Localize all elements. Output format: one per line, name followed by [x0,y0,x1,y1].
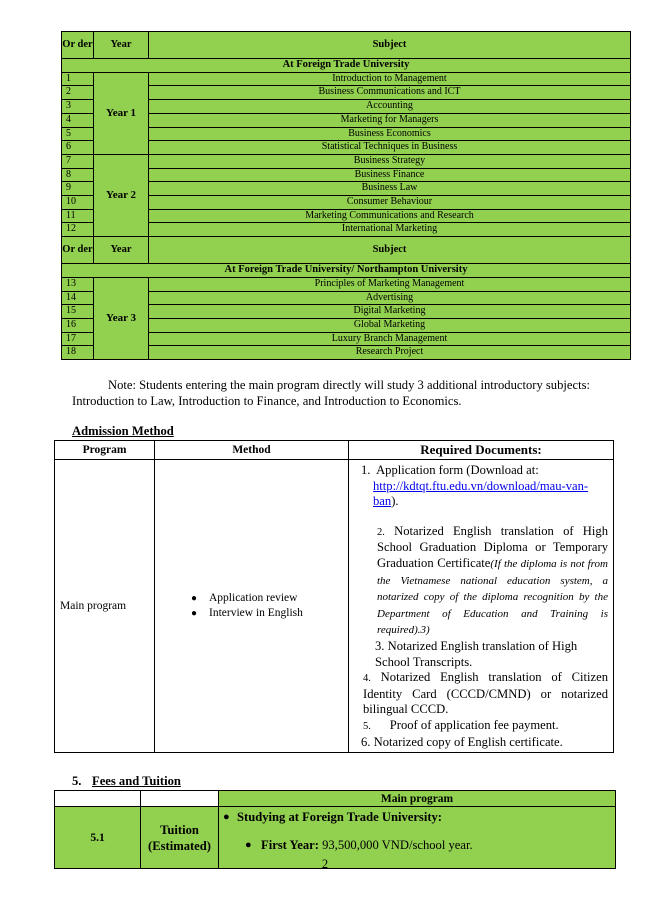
fees-empty-cell [55,791,141,807]
fees-header-row [55,791,616,807]
year-cell: Year 2 [94,154,149,236]
year-cell: Year 3 [94,277,149,359]
program-cell: Main program [55,460,155,753]
bullet-icon: ● [245,839,252,851]
order-cell: 11 [62,209,94,223]
order-cell: 13 [62,277,94,291]
order-cell: 2 [62,86,94,100]
order-cell: 4 [62,113,94,127]
admission-row [55,460,614,753]
subject-header: Subject [149,32,631,59]
admission-heading: Admission Method [72,424,174,438]
subject-cell: Advertising [149,291,631,305]
order-cell: 1 [62,72,94,86]
section-title-row [62,264,631,278]
section-title-row [62,59,631,73]
subject-cell: Research Project [149,346,631,360]
subject-cell: Introduction to Management [149,72,631,86]
order-cell: 15 [62,305,94,319]
order-cell: 6 [62,141,94,155]
order-cell: 16 [62,318,94,332]
note-paragraph [72,378,592,409]
bullet-icon: ● [223,811,230,823]
document-item-2: 2. Notarized English translation of High School Graduation Diploma or Temporary Graduation Certificate(If the diploma is not from the Vietnamese national education system, a notarized copy of the diploma recognition by the Department of Education and Training is required).3) [377,523,608,637]
method-item: ● Application review [195,591,348,607]
document-item-3: 3. Notarized English translation of High School Transcripts. [375,638,578,669]
subject-cell: Digital Marketing [149,305,631,319]
order-cell: 3 [62,100,94,114]
document-item-4: 4. Notarized English translation of Citizen Identity Card (CCCD/CMND) or notarized bilingual CCCD. [363,670,608,717]
year-header: Year [94,237,149,264]
curriculum-table [61,31,631,360]
curriculum-header-row [62,32,631,59]
order-cell: 10 [62,196,94,210]
subject-cell: Global Marketing [149,318,631,332]
note-text: Note: Students entering the main program directly will study 3 additional introductory subjects: Introduction to Law, Introduction to Finance, and Introduction to Economics. [72,378,590,408]
bullet-icon: ● [191,592,198,604]
document-item-5: 5. Proof of application fee payment. [363,717,559,732]
order-header: Or der [62,237,94,264]
year-header: Year [94,32,149,59]
subject-row [62,277,631,291]
method-list [191,591,348,622]
order-cell: 18 [62,346,94,360]
document-item-6: 6. Notarized copy of English certificate. [361,734,563,749]
subject-cell: Luxury Branch Management [149,332,631,346]
documents-header: Required Documents: [349,441,614,460]
section-title: At Foreign Trade University [62,59,631,73]
subject-header: Subject [149,237,631,264]
download-link[interactable]: http://kdtqt.ftu.edu.vn/download/mau-van-ban [373,478,589,509]
subject-cell: Business Law [149,182,631,196]
fees-empty-cell [141,791,219,807]
section-title: At Foreign Trade University/ Northampton University [62,264,631,278]
bullet-icon: ● [191,608,198,620]
tuition-bullet-1: ● Studying at Foreign Trade University: [223,810,443,824]
document-item-1: 1. Application form (Download at: http://kdtqt.ftu.edu.vn/download/mau-van-ban). [361,463,589,509]
order-cell: 14 [62,291,94,305]
subject-row [62,72,631,86]
subject-cell: Business Finance [149,168,631,182]
order-cell: 7 [62,154,94,168]
method-item: ● Interview in English [195,606,348,622]
subject-cell: Principles of Marketing Management [149,277,631,291]
order-header: Or der [62,32,94,59]
year-cell: Year 1 [94,72,149,154]
fees-heading [72,774,181,789]
subject-cell: Business Economics [149,127,631,141]
curriculum-header-row [62,237,631,264]
fees-heading-number: 5. [72,774,82,788]
order-cell: 8 [62,168,94,182]
program-header: Program [55,441,155,460]
page-number: 2 [321,857,329,871]
subject-cell: Marketing for Managers [149,113,631,127]
main-program-header: Main program [219,791,616,807]
fees-row-number: 5.1 [55,807,141,869]
subject-cell: Business Communications and ICT [149,86,631,100]
subject-cell: Business Strategy [149,154,631,168]
order-cell: 17 [62,332,94,346]
admission-table [54,440,614,753]
fees-heading-text: Fees and Tuition [92,774,181,788]
tuition-label: Tuition (Estimated) [141,807,219,869]
order-cell: 12 [62,223,94,237]
method-cell [155,460,349,753]
documents-cell [349,460,614,753]
subject-cell: Marketing Communications and Research [149,209,631,223]
subject-row [62,154,631,168]
tuition-bullet-2: ● First Year: 93,500,000 VND/school year. [245,838,473,852]
method-header: Method [155,441,349,460]
admission-header-row [55,441,614,460]
subject-cell: International Marketing [149,223,631,237]
subject-cell: Statistical Techniques in Business [149,141,631,155]
subject-cell: Consumer Behaviour [149,196,631,210]
subject-cell: Accounting [149,100,631,114]
order-cell: 5 [62,127,94,141]
order-cell: 9 [62,182,94,196]
